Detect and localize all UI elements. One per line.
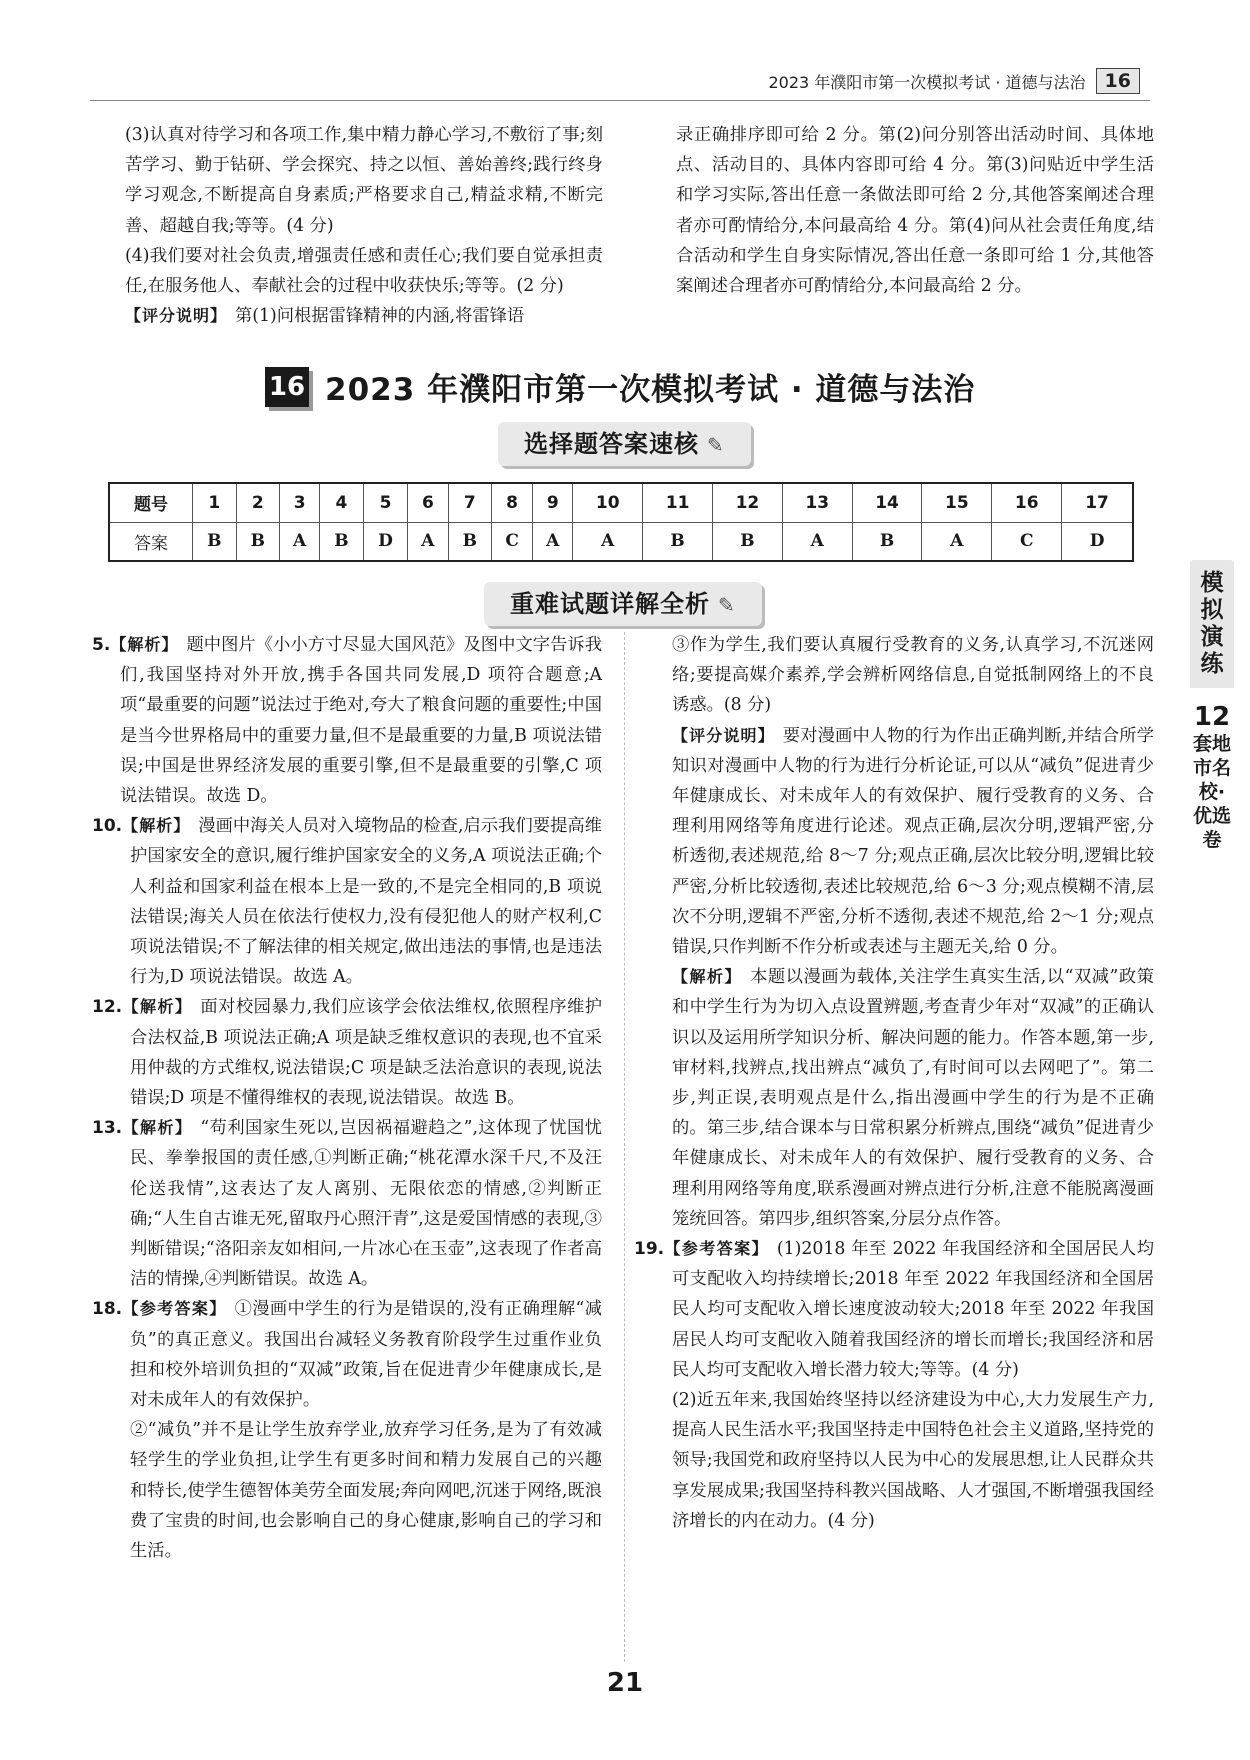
paragraph: (4)我们要对社会负责,增强责任感和责任心;我们要自觉承担责任,在服务他人、奉献社会的过程中收获快乐;等等。(2 分)	[125, 245, 603, 297]
question-text: (1)2018 年至 2022 年我国经济和全国居民人均可支配收入均持续增长;2018 年至 2022 年我国经济和全国居民人均可支配收入增长速度波动较大;2018 年至 2022 年我国居民人均可支配收入随着我国经济的增长而增长;我国经济和居民人均可支配收入增长潜力较大;等等。(4 分)	[672, 1239, 1154, 1380]
section-badge: 16	[265, 367, 309, 407]
paragraph: 录正确排序即可给 2 分。第(2)问分别答出活动时间、具体地点、活动目的、具体内容即可给 4 分。第(3)问贴近中学生活和学习实际,答出任意一条做法即可给 2 分,其他答案阐述合理者亦可酌情给分,本问最高给 4 分。第(4)问从社会责任角度,结合活动和学生自身实际情况,答出任意一条即可给 1 分,其他答案阐述合理者亦可酌情给分,本问最高给 2 分。	[676, 125, 1154, 297]
table-cell: A	[782, 522, 852, 561]
paragraph: ②“减负”并不是让学生放弃学业,放弃学习任务,是为了有效减轻学生的学业负担,让学生有更多时间和精力发展自己的兴趣和特长,使学生德智体美劳全面发展;奔向网吧,沉迷于网络,既浪费了宝贵的时间,也会影响自己的身心健康,影响自己的学习和生活。	[130, 1420, 602, 1562]
table-cell: B	[236, 522, 280, 561]
table-cell: 7	[448, 483, 492, 522]
table-row	[109, 483, 1133, 522]
table-cell: 6	[408, 483, 448, 522]
row-label: 答案	[109, 522, 193, 561]
top-right-column	[676, 120, 1154, 301]
question-tag: 【参考答案】	[664, 1239, 769, 1259]
question-number: 19.	[634, 1239, 665, 1260]
question-number: 18.	[92, 1299, 123, 1320]
question-item	[92, 630, 602, 811]
table-cell: 1	[193, 483, 237, 522]
question-item	[92, 1294, 602, 1415]
score-text: 第(1)问根据雷锋精神的内涵,将雷锋语	[235, 306, 525, 327]
score-tag: 【评分说明】	[125, 306, 228, 326]
table-cell: B	[448, 522, 492, 561]
running-header	[768, 68, 1140, 94]
table-cell: 9	[533, 483, 573, 522]
paragraph: (3)认真对待学习和各项工作,集中精力静心学习,不敷衍了事;刻苦学习、勤于钻研、学会探究、持之以恒、善始善终;践行终身学习观念,不断提高自身素质;严格要求自己,精益求精,不断完善、超越自我;等等。(4 分)	[125, 125, 603, 236]
paragraph: (2)近五年来,我国始终坚持以经济建设为中心,大力发展生产力,提高人民生活水平;我国坚持走中国特色社会主义道路,坚持党的领导;我国党和政府坚持以人民为中心的发展思想,让人民群众共享发展成果;我国坚持科教兴国战略、人才强国,不断增强我国经济增长的内在动力。(4 分)	[672, 1390, 1154, 1531]
pencil-icon: ✎	[718, 593, 736, 617]
question-tag: 【解析】	[122, 1118, 193, 1138]
side-tab	[1190, 560, 1234, 852]
table-cell: B	[193, 522, 237, 561]
table-cell: B	[320, 522, 364, 561]
answer-table	[108, 482, 1134, 562]
question-number: 5.	[92, 635, 111, 655]
table-cell: C	[992, 522, 1062, 561]
analysis-note	[672, 962, 1154, 1234]
section-title-text: 2023 年濮阳市第一次模拟考试 · 道德与法治	[325, 372, 976, 408]
paragraph: ③作为学生,我们要认真履行受教育的义务,认真学习,不沉迷网络;要提高媒介素养,学会辨析网络信息,自觉抵制网络上的不良诱惑。(8 分)	[672, 635, 1154, 716]
table-cell: 10	[573, 483, 643, 522]
section-title	[265, 364, 975, 409]
table-cell: D	[363, 522, 408, 561]
question-text: 题中图片《小小方寸尽显大国风范》及图中文字告诉我们,我国坚持对外开放,携手各国共同发展,D 项符合题意;A 项“最重要的问题”说法过于绝对,夸大了粮食问题的重要性;中国是当今世界格局中的重要力量,但不是最重要的力量,B 项说法错误;中国是世界经济发展的重要引擎,但不是最重要的引擎,C 项说法错误。故选 D。	[120, 635, 602, 807]
header-rule	[90, 100, 1150, 101]
table-cell: A	[408, 522, 448, 561]
quick-answer-heading	[498, 422, 751, 466]
analysis-text: 本题以漫画为载体,关注学生真实生活,以“双减”政策和中学生行为为切入点设置辨题,考查青少年对“双减”的正确认识以及运用所学知识分析、解决问题的能力。作答本题,第一步,审材料,找辨点,找出辨点“减负了,有时间可以去网吧了”。第二步,判正误,表明观点是什么,指出漫画中学生的行为是不正确的。第三步,结合课本与日常积累分析辨点,围绕“减负”促进青少年健康成长、对未成年人的有效保护、履行受教育的义务、合理利用网络等角度,联系漫画对辨点进行分析,注意不能脱离漫画笼统回答。第四步,组织答案,分层分点作答。	[672, 967, 1154, 1229]
table-cell: C	[492, 522, 533, 561]
score-note	[125, 301, 603, 331]
table-cell: 17	[1062, 483, 1133, 522]
question-number: 10.	[92, 816, 123, 837]
lower-left-column	[92, 630, 602, 1566]
table-cell: 4	[320, 483, 364, 522]
heading-text: 重难试题详解全析	[510, 590, 710, 618]
header-title: 2023 年濮阳市第一次模拟考试 · 道德与法治	[768, 72, 1086, 92]
table-cell: 5	[363, 483, 408, 522]
table-cell: 12	[712, 483, 782, 522]
question-item	[92, 1113, 602, 1294]
table-cell: 13	[782, 483, 852, 522]
table-cell: 3	[280, 483, 320, 522]
table-cell: A	[280, 522, 320, 561]
question-item	[634, 1234, 1154, 1385]
question-tag: 【参考答案】	[122, 1299, 227, 1319]
question-item	[92, 811, 602, 992]
row-label: 题号	[109, 483, 193, 522]
table-cell: B	[852, 522, 922, 561]
question-tag: 【解析】	[110, 635, 179, 654]
page-number: 21	[606, 1668, 644, 1698]
heading-text: 选择题答案速核	[524, 430, 699, 458]
table-cell: 2	[236, 483, 280, 522]
score-text: 要对漫画中人物的行为作出正确判断,并结合所学知识对漫画中人物的行为进行分析论证,可以从“减负”促进青少年健康成长、对未成年人的有效保护、履行受教育的义务、合理利用网络等角度进行论述。观点正确,层次分明,逻辑严密,分析透彻,表述规范,给 8～7 分;观点正确,层次比较分明,逻辑比较严密,分析比较透彻,表述比较规范,给 6～3 分;观点模糊不清,层次不分明,逻辑不严密,分析不透彻,表述不规范,给 2～1 分;观点错误,只作判断不作分析或表述与主题无关,给 0 分。	[672, 725, 1154, 958]
table-cell: 16	[992, 483, 1062, 522]
table-cell: 11	[643, 483, 713, 522]
analysis-heading	[484, 582, 762, 626]
question-text: 漫画中海关人员对入境物品的检查,启示我们要提高维护国家安全的意识,履行维护国家安全的义务,A 项说法正确;个人利益和国家利益在根本上是一致的,不是完全相同的,B 项说法错误;海关人员在依法行使权力,没有侵犯他人的财产权利,C 项说法错误;不了解法律的相关规定,做出违法的事情,也是违法行为,D 项说法错误。故选 A。	[130, 816, 602, 988]
table-cell: A	[533, 522, 573, 561]
question-item	[92, 992, 602, 1113]
table-cell: A	[922, 522, 992, 561]
score-tag: 【评分说明】	[672, 725, 775, 745]
top-left-column	[125, 120, 603, 331]
table-cell: B	[643, 522, 713, 561]
side-tab-number: 12	[1193, 702, 1231, 732]
score-note	[672, 721, 1154, 963]
side-tab-text: 套地市名校·优选卷	[1192, 733, 1231, 851]
analysis-tag: 【解析】	[672, 967, 743, 987]
table-cell: 15	[922, 483, 992, 522]
side-tab-box: 模拟演练	[1190, 560, 1234, 688]
table-cell: A	[573, 522, 643, 561]
table-cell: B	[712, 522, 782, 561]
table-cell: 14	[852, 483, 922, 522]
question-number: 13.	[92, 1118, 123, 1139]
table-row	[109, 522, 1133, 561]
question-tag: 【解析】	[122, 997, 193, 1017]
question-text: ①漫画中学生的行为是错误的,没有正确理解“减负”的真正意义。我国出台减轻义务教育阶段学生过重作业负担和校外培训负担的“双减”政策,旨在促进青少年健康成长,是对未成年人的有效保护。	[130, 1299, 602, 1411]
question-text: 面对校园暴力,我们应该学会依法维权,依照程序维护合法权益,B 项说法正确;A 项是缺乏维权意识的表现,也不宜采用仲裁的方式维权,说法错误;C 项是缺乏法治意识的表现,说法错误;D 项是不懂得维权的表现,说法错误。故选 B。	[130, 997, 602, 1109]
question-tag: 【解析】	[122, 816, 191, 836]
question-text: “苟利国家生死以,岂因祸福避趋之”,这体现了忧国忧民、拳拳报国的责任感,①判断正确;“桃花潭水深千尺,不及汪伦送我情”,这表达了友人离别、无限依恋的情感,②判断正确;“人生自古谁无死,留取丹心照汗青”,这是爱国情感的表现,③判断错误;“洛阳亲友如相问,一片冰心在玉壶”,这表现了作者高洁的情操,④判断错误。故选 A。	[130, 1118, 603, 1290]
table-cell: 8	[492, 483, 533, 522]
lower-right-column	[634, 630, 1154, 1536]
table-cell: D	[1062, 522, 1133, 561]
column-divider	[624, 632, 625, 1662]
header-page-badge: 16	[1096, 68, 1140, 94]
pencil-icon: ✎	[707, 433, 725, 457]
question-number: 12.	[92, 997, 123, 1018]
